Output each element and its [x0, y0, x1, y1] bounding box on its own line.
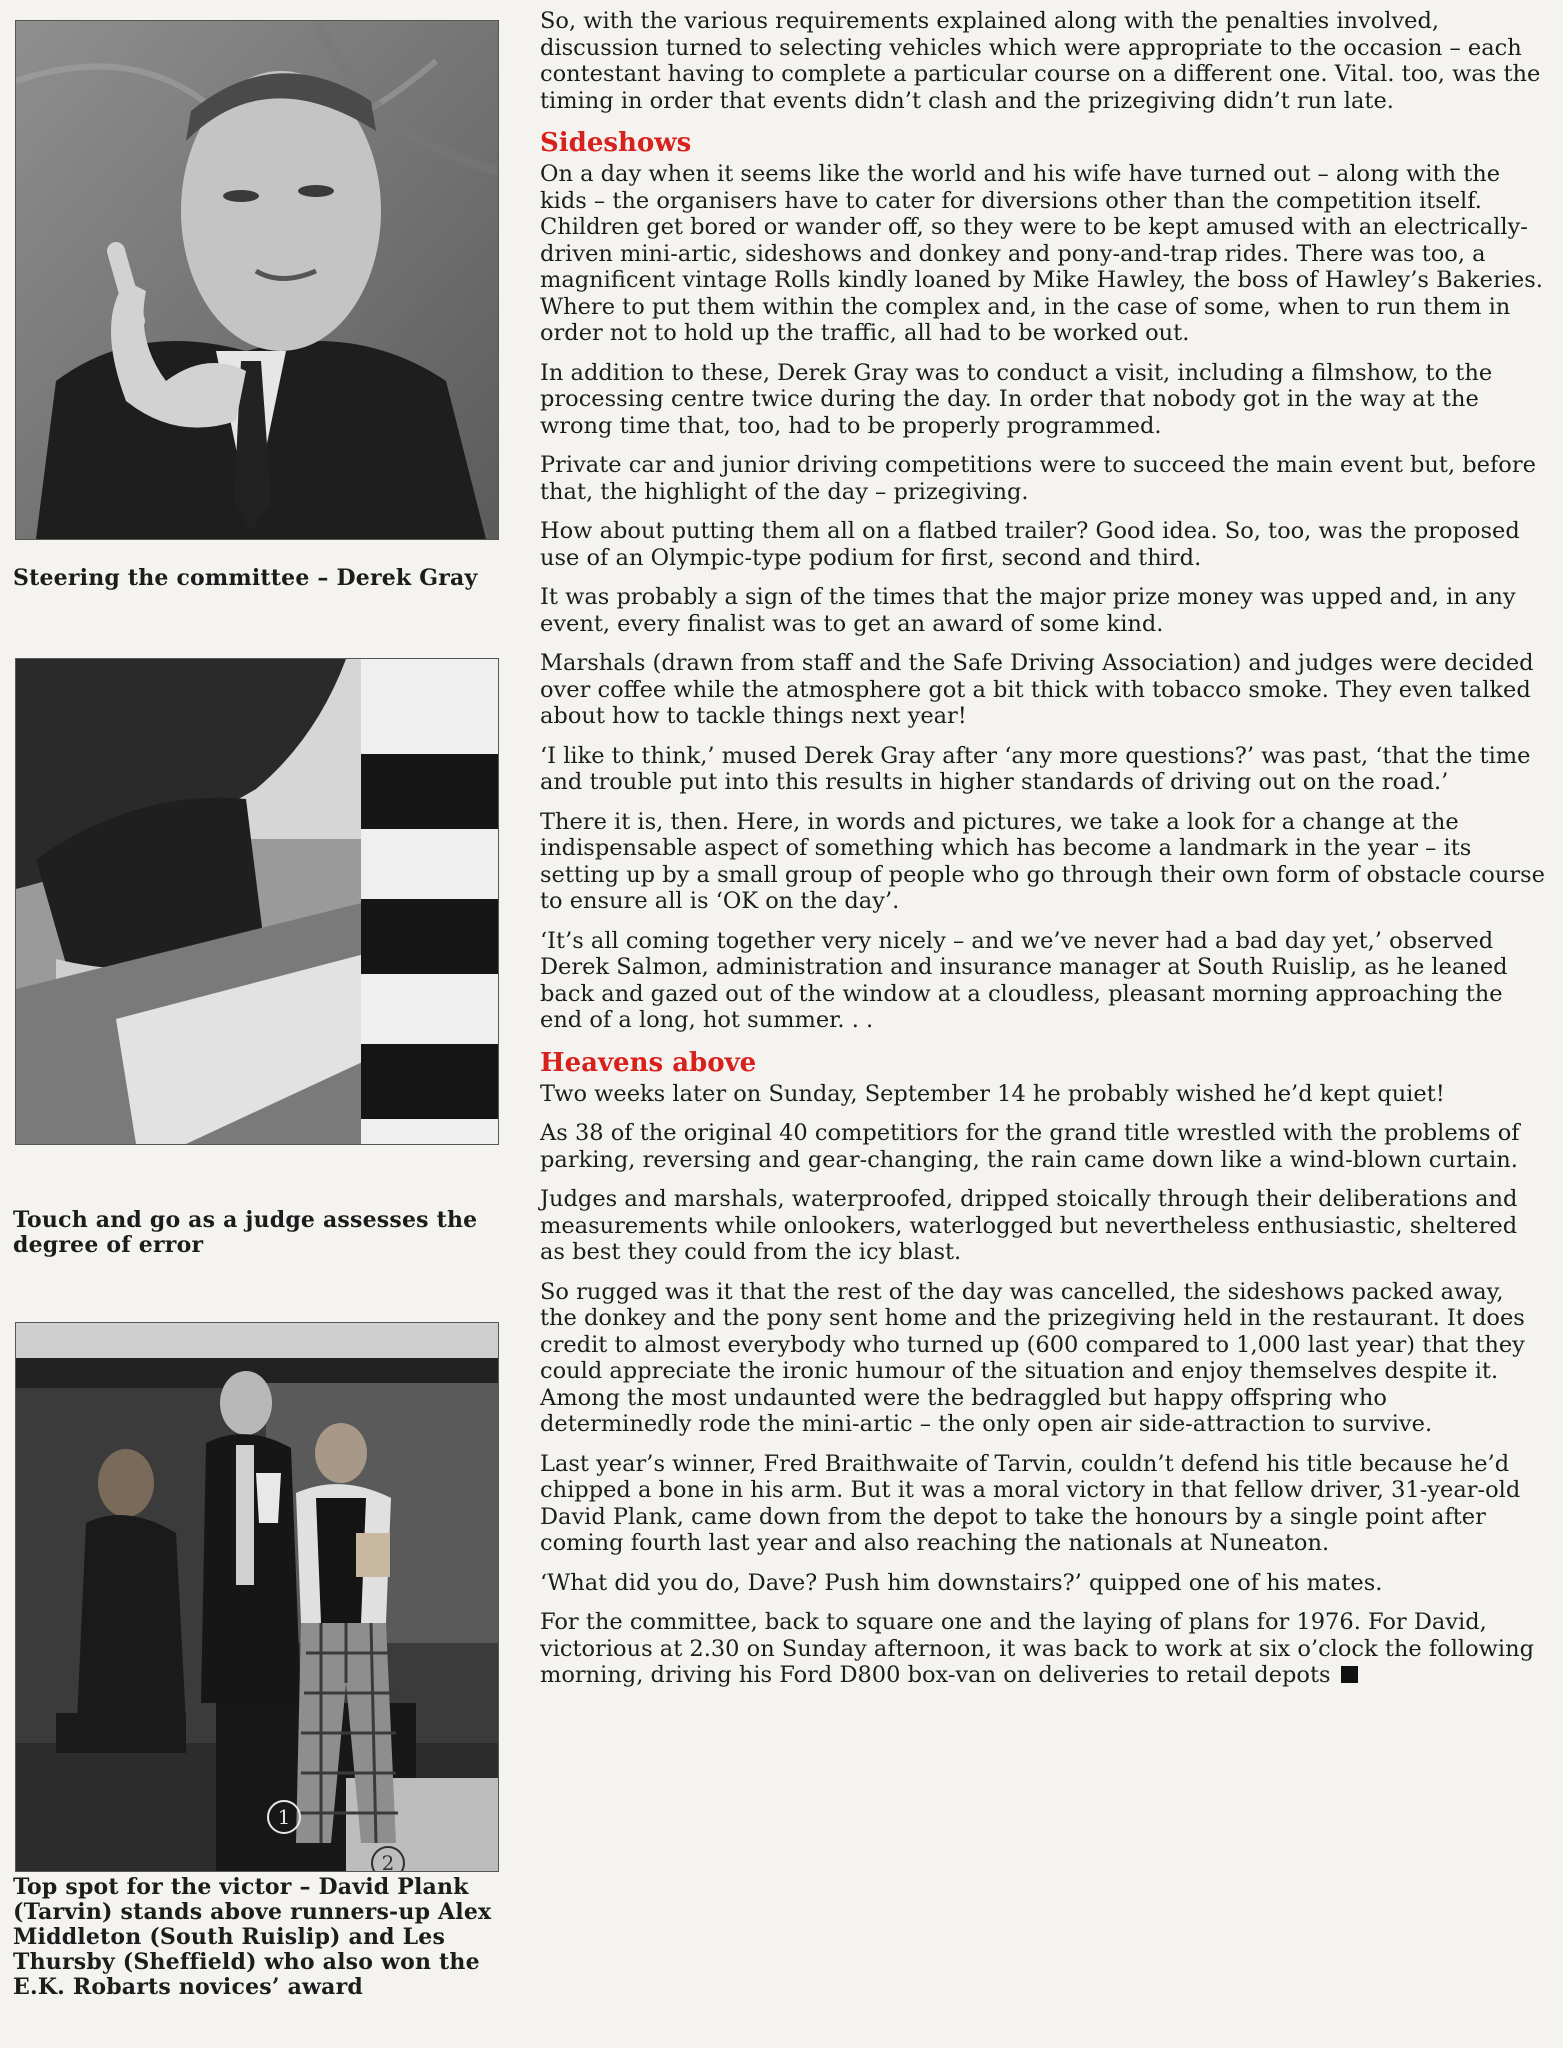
paragraph: ‘It’s all coming together very nicely – and we’ve never had a bad day yet,’ observed Derek Salmon, administration and insurance manager at South Ruislip, as he leaned back and gazed out of the window at a cloudless, pleasant morning approaching the end of a long, hot summer. . . — [540, 927, 1508, 1033]
paragraph: How about putting them all on a flatbed trailer? Good idea. So, too, was the proposed use of an Olympic-type podium for first, second and third. — [540, 518, 1520, 571]
caption-photo-2: Touch and go as a judge assesses the degree of error — [13, 1207, 478, 1258]
paragraph: As 38 of the original 40 competitiors for the grand title wrestled with the problems of parking, reversing and gear-changing, the rain came down like a wind-blown curtain. — [540, 1120, 1520, 1173]
final-paragraph-text: For the committee, back to square one and the laying of plans for 1976. For David, victorious at 2.30 on Sunday afternoon, it was back to work at six o’clock the following morning, driving his Ford D800 box-van on deliveries to retail depots — [540, 1609, 1534, 1688]
final-paragraph — [540, 1609, 1545, 1689]
paragraph: So rugged was it that the rest of the day was cancelled, the sideshows packed away, the donkey and the pony sent home and the prizegiving held in the restaurant. It does credit to almost everybody who turned up (600 compared to 1,000 last year) that they could appreciate the ironic humour of the situation and enjoy themselves despite it. Among the most undaunted were the bedraggled but happy offspring who determinedly rode the mini-artic – the only open air side-attraction to survive. — [540, 1278, 1525, 1437]
photo-podium — [15, 1322, 499, 1872]
photo-derek-gray — [15, 20, 499, 540]
paragraph: ‘I like to think,’ mused Derek Gray after ‘any more questions?’ was past, ‘that the time and trouble put into this results in higher standards of driving out on the road.’ — [540, 742, 1531, 795]
paragraph: Two weeks later on Sunday, September 14 he probably wished he’d kept quiet! — [540, 1080, 1445, 1107]
podium-label-1: 1 — [277, 1805, 291, 1829]
paragraph: Judges and marshals, waterproofed, dripped stoically through their deliberations and measurements while onlookers, waterlogged but nevertheless enthusiastic, sheltered as best they could from the icy blast. — [540, 1186, 1518, 1265]
paragraph: On a day when it seems like the world and his wife have turned out – along with the kids – the organisers have to cater for diversions other than the competition itself. Children get bored or wander off, so they were to be kept amused with an electrically-driven mini-artic, sideshows and donkey and pony-and-trap rides. There was too, a magnificent vintage Rolls kindly loaned by Mike Hawley, the boss of Hawley’s Bakeries. Where to put them within the complex and, in the case of some, when to run them in order not to hold up the traffic, all had to be worked out. — [540, 161, 1543, 346]
podium-label-2: 2 — [381, 1851, 395, 1871]
photo-judge — [15, 658, 499, 1145]
paragraph: In addition to these, Derek Gray was to conduct a visit, including a filmshow, to the processing centre twice during the day. In order that nobody got in the way at the wrong time that, too, had to be properly programmed. — [540, 359, 1493, 439]
end-mark-icon — [1341, 1666, 1358, 1683]
paragraph: So, with the various requirements explained along with the penalties involved, discussion turned to selecting vehicles which were appropriate to the occasion – each contestant having to complete a particular course on a different one. Vital. too, was the timing in order that events didn’t clash and the prizegiving didn’t run late. — [540, 8, 1541, 114]
caption-photo-1: Steering the committee – Derek Gray — [13, 565, 478, 591]
paragraph: It was probably a sign of the times that the major prize money was upped and, in any event, every finalist was to get an award of some kind. — [540, 584, 1516, 637]
heading-heavens-above: Heavens above — [540, 1047, 757, 1078]
paragraph: Last year’s winner, Fred Braithwaite of Tarvin, couldn’t defend his title because he’d chipped a bone in his arm. But it was a moral victory in that fellow driver, 31-year-old David Plank, came down from the depot to take the honours by a single point after coming fourth last year and also reaching the nationals at Nuneaton. — [540, 1450, 1521, 1556]
article-body — [540, 8, 1545, 1702]
heading-sideshows: Sideshows — [540, 128, 692, 158]
paragraph: There it is, then. Here, in words and pictures, we take a look for a change at the indispensable aspect of something which has become a landmark in the year – its setting up by a small group of people who go through their own form of obstacle course to ensure all is ‘OK on the day’. — [540, 808, 1545, 914]
paragraph: ‘What did you do, Dave? Push him downstairs?’ quipped one of his mates. — [540, 1569, 1383, 1596]
paragraph: Marshals (drawn from staff and the Safe Driving Association) and judges were decided over coffee while the atmosphere got a bit thick with tobacco smoke. They even talked about how to tackle things next year! — [540, 650, 1534, 729]
caption-photo-3: Top spot for the victor – David Plank (Tarvin) stands above runners-up Alex Middleton (South Ruislip) and Les Thursby (Sheffield) who also won the E.K. Robarts novices’ award — [13, 1874, 492, 2000]
paragraph: Private car and junior driving competitions were to succeed the main event but, before that, the highlight of the day – prizegiving. — [540, 452, 1536, 505]
